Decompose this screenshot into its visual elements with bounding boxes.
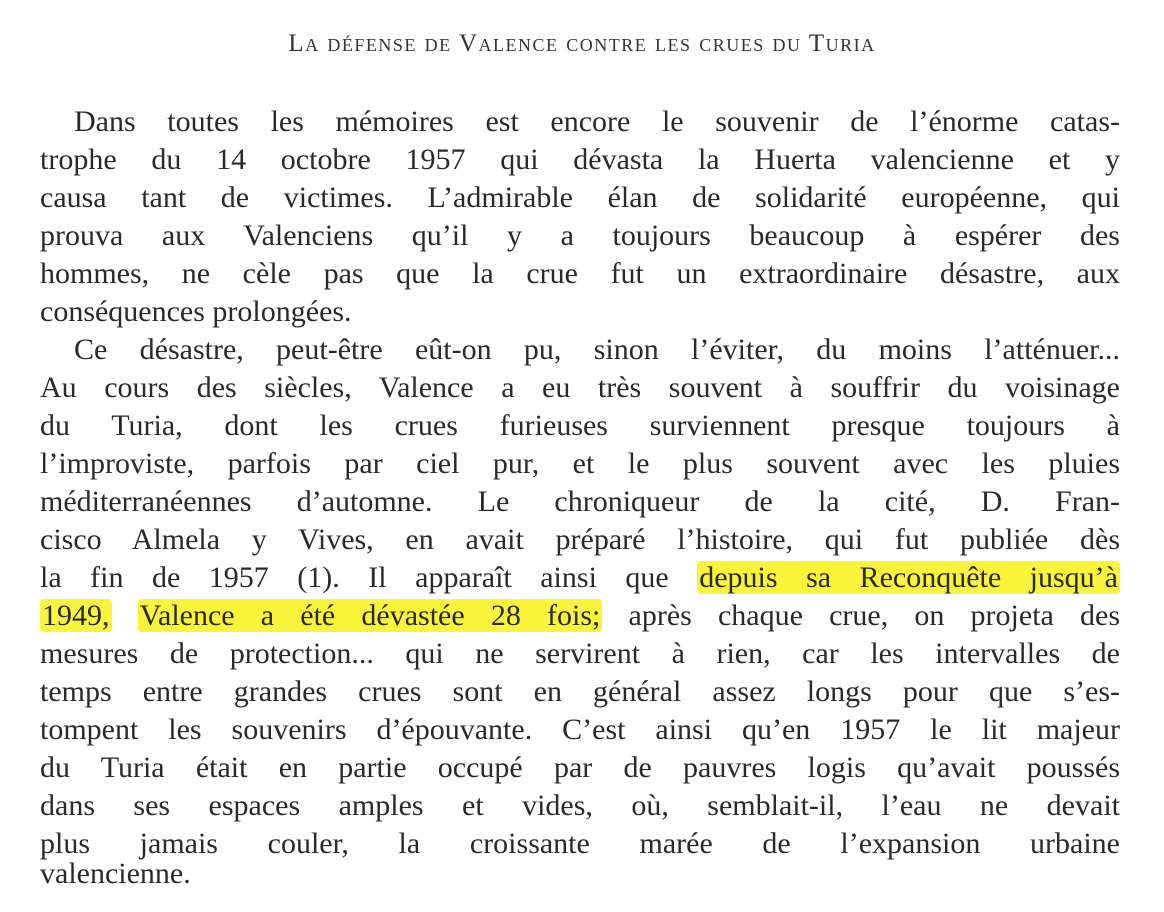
paragraph-2-line: temps entre grandes crues sont en général assez longs pour que s’es-: [40, 675, 1120, 708]
paragraph-2-line: valencienne.: [40, 857, 191, 890]
paragraph-1-line: causa tant de victimes. L’admirable élan de solidarité européenne, qui: [40, 181, 1120, 214]
paragraph-1-line: trophe du 14 octobre 1957 qui dévasta la Huerta valencienne et y: [40, 143, 1120, 176]
paragraph-1-line: prouva aux Valenciens qu’il y a toujours beaucoup à espérer des: [40, 219, 1120, 252]
highlighted-text: depuis sa Reconquête jusqu’à: [699, 561, 1118, 594]
paragraph-2-line: Au cours des siècles, Valence a eu très souvent à souffrir du voisinage: [40, 371, 1120, 404]
paragraph-2-highlighted-line: [40, 597, 1120, 635]
paragraph-2-line: du Turia, dont les crues furieuses surviennent presque toujours à: [40, 409, 1120, 442]
paragraph-1-line: conséquences prolongées.: [40, 295, 352, 328]
paragraph-2-line: plus jamais couler, la croissante marée de l’expansion urbaine: [40, 827, 1120, 860]
highlighted-text: 1949,: [42, 599, 110, 632]
paragraph-1-line: Dans toutes les mémoires est encore le souvenir de l’énorme catas-: [74, 105, 1120, 138]
paragraph-2-line: du Turia était en partie occupé par de pauvres logis qu’avait poussés: [40, 751, 1120, 784]
highlighted-text: Valence a été dévastée 28 fois;: [139, 599, 601, 632]
paragraph-2-line: méditerranéennes d’automne. Le chroniqueur de la cité, D. Fran-: [40, 485, 1120, 518]
paragraph-2-line: cisco Almela y Vives, en avait préparé l’histoire, qui fut publiée dès: [40, 523, 1120, 556]
paragraph-1-line: hommes, ne cèle pas que la crue fut un extraordinaire désastre, aux: [40, 257, 1120, 290]
paragraph-2-line: l’improviste, parfois par ciel pur, et le plus souvent avec les pluies: [40, 447, 1120, 480]
paragraph-2-highlighted-line: [40, 559, 1120, 597]
paragraph-2-line: tompent les souvenirs d’épouvante. C’est ainsi qu’en 1957 le lit majeur: [40, 713, 1120, 746]
running-heading: La défense de Valence contre les crues du Turia: [288, 30, 876, 57]
line-text: après chaque crue, on projeta des: [602, 599, 1120, 632]
paragraph-2-line: mesures de protection... qui ne servirent à rien, car les intervalles de: [40, 637, 1120, 670]
paragraph-2-line: Ce désastre, peut-être eût-on pu, sinon l’éviter, du moins l’atténuer...: [74, 333, 1120, 366]
paragraph-2-line: dans ses espaces amples et vides, où, semblait-il, l’eau ne devait: [40, 789, 1120, 822]
line-text: la fin de 1957 (1). Il apparaît ainsi que: [40, 561, 698, 594]
